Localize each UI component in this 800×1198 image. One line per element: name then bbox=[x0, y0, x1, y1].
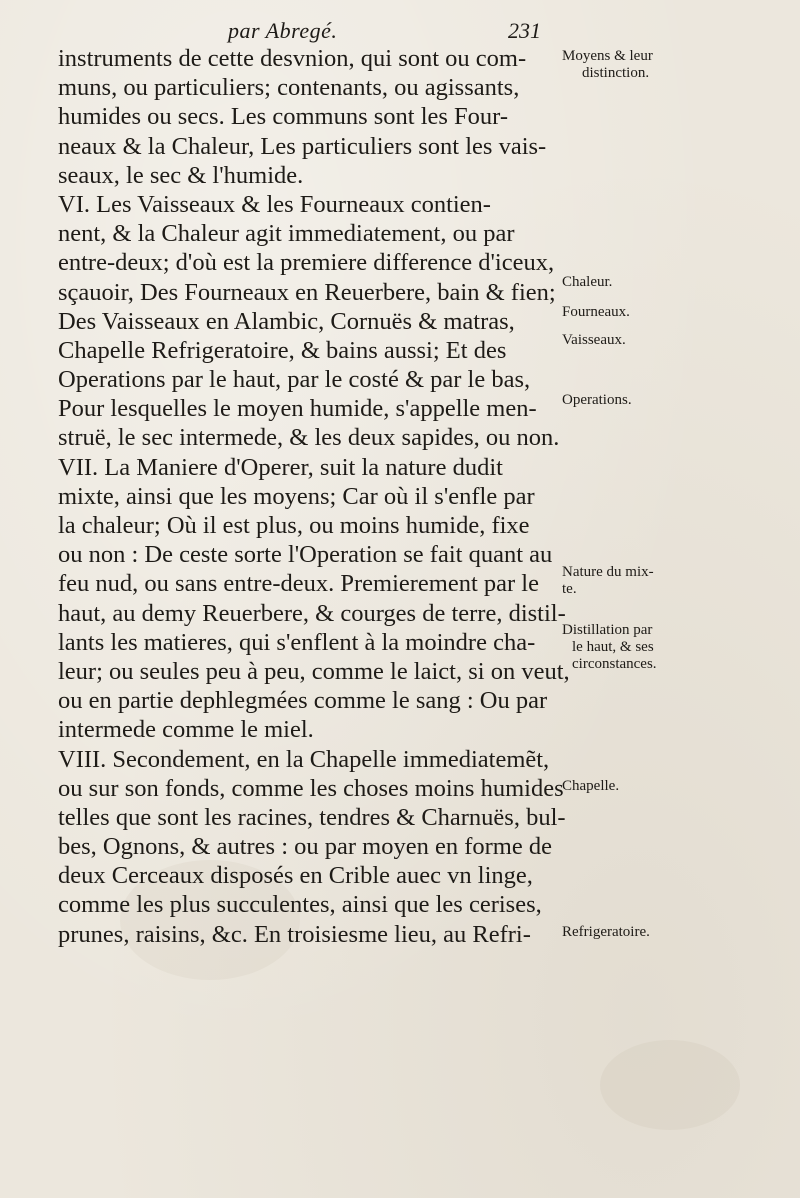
text-line: intermede comme le miel. bbox=[58, 716, 314, 744]
text-line: prunes, raisins, &c. En troisiesme lieu, au Refri- bbox=[58, 920, 531, 948]
margin-note-line: Distillation par bbox=[562, 622, 653, 638]
text-line: nent, & la Chaleur agit immediatement, ou par bbox=[58, 220, 515, 248]
text-line: Operations par le haut, par le costé & par le bas, bbox=[58, 366, 531, 394]
text-line: VII. La Maniere d'Operer, suit la nature dudit bbox=[58, 453, 503, 481]
margin-note-vaisseaux bbox=[562, 332, 626, 349]
margin-note-chaleur bbox=[562, 274, 612, 291]
text-line: humides ou secs. Les communs sont les Four- bbox=[58, 103, 508, 131]
page-number: 231 bbox=[508, 18, 541, 43]
text-line: struë, le sec intermede, & les deux sapides, ou non. bbox=[58, 424, 560, 452]
margin-note-operations bbox=[562, 392, 632, 409]
text-line: Pour lesquelles le moyen humide, s'appelle men- bbox=[58, 395, 537, 423]
text-line: VIII. Secondement, en la Chapelle immediatemẽt, bbox=[58, 745, 550, 773]
text-line: ou sur son fonds, comme les choses moins humides bbox=[58, 774, 564, 802]
text-line: haut, au demy Reuerbere, & courges de terre, distil- bbox=[58, 599, 566, 627]
margin-note-line: distinction. bbox=[582, 65, 650, 81]
margin-note-moyens bbox=[562, 48, 653, 82]
text-line: bes, Ognons, & autres : ou par moyen en forme de bbox=[58, 833, 552, 861]
text-line: Chapelle Refrigeratoire, & bains aussi; Et des bbox=[58, 336, 507, 364]
text-line: lants les matieres, qui s'enflent à la moindre cha- bbox=[58, 628, 536, 656]
margin-note-line: te. bbox=[562, 581, 577, 597]
text-line: deux Cerceaux disposés en Crible auec vn linge, bbox=[58, 862, 533, 890]
text-line: ou en partie dephlegmées comme le sang : Ou par bbox=[58, 687, 548, 715]
text-line: telles que sont les racines, tendres & Charnuës, bul- bbox=[58, 803, 566, 831]
text-line: comme les plus succulentes, ainsi que les cerises, bbox=[58, 891, 542, 919]
text-line: mixte, ainsi que les moyens; Car où il s'enfle par bbox=[58, 482, 535, 510]
text-line: neaux & la Chaleur, Les particuliers sont les vais- bbox=[58, 132, 547, 160]
margin-note-line: Operations. bbox=[562, 392, 632, 408]
margin-note-line: Chaleur. bbox=[562, 274, 613, 290]
margin-note-line: le haut, & ses bbox=[572, 639, 654, 655]
margin-note-distillation bbox=[562, 622, 657, 673]
margin-note-line: circonstances. bbox=[572, 656, 657, 672]
body-text bbox=[58, 44, 570, 949]
paper-stain bbox=[600, 1040, 740, 1130]
text-line: VI. Les Vaisseaux & les Fourneaux contien- bbox=[58, 190, 491, 218]
margin-note-line: Fourneaux. bbox=[562, 304, 630, 320]
text-line: ou non : De ceste sorte l'Operation se fait quant au bbox=[58, 541, 553, 569]
margin-note-nature bbox=[562, 564, 654, 598]
text-line: feu nud, ou sans entre-deux. Premierement par le bbox=[58, 570, 539, 598]
margin-note-chapelle bbox=[562, 778, 619, 795]
text-line: instruments de cette desvnion, qui sont ou com- bbox=[58, 45, 527, 72]
margin-note-refrigeratoire bbox=[562, 924, 650, 941]
margin-note-fourneaux bbox=[562, 304, 630, 321]
text-line: entre-deux; d'où est la premiere difference d'iceux, bbox=[58, 249, 555, 277]
margin-note-line: Chapelle. bbox=[562, 778, 620, 794]
margin-note-line: Moyens & leur bbox=[562, 48, 653, 64]
text-line: la chaleur; Où il est plus, ou moins humide, fixe bbox=[58, 512, 530, 539]
text-line: muns, ou particuliers; contenants, ou agissants, bbox=[58, 74, 520, 102]
running-head: par Abregé. bbox=[228, 18, 338, 43]
margin-note-line: Nature du mix- bbox=[562, 564, 654, 580]
text-line: sçauoir, Des Fourneaux en Reuerbere, bain & fien; bbox=[58, 278, 556, 306]
text-line: Des Vaisseaux en Alambic, Cornuës & matras, bbox=[58, 307, 515, 335]
margin-note-line: Refrigeratoire. bbox=[562, 924, 650, 940]
text-line: leur; ou seules peu à peu, comme le laict, si on veut, bbox=[58, 657, 570, 685]
margin-note-line: Vaisseaux. bbox=[562, 332, 626, 348]
text-line: seaux, le sec & l'humide. bbox=[58, 161, 304, 189]
